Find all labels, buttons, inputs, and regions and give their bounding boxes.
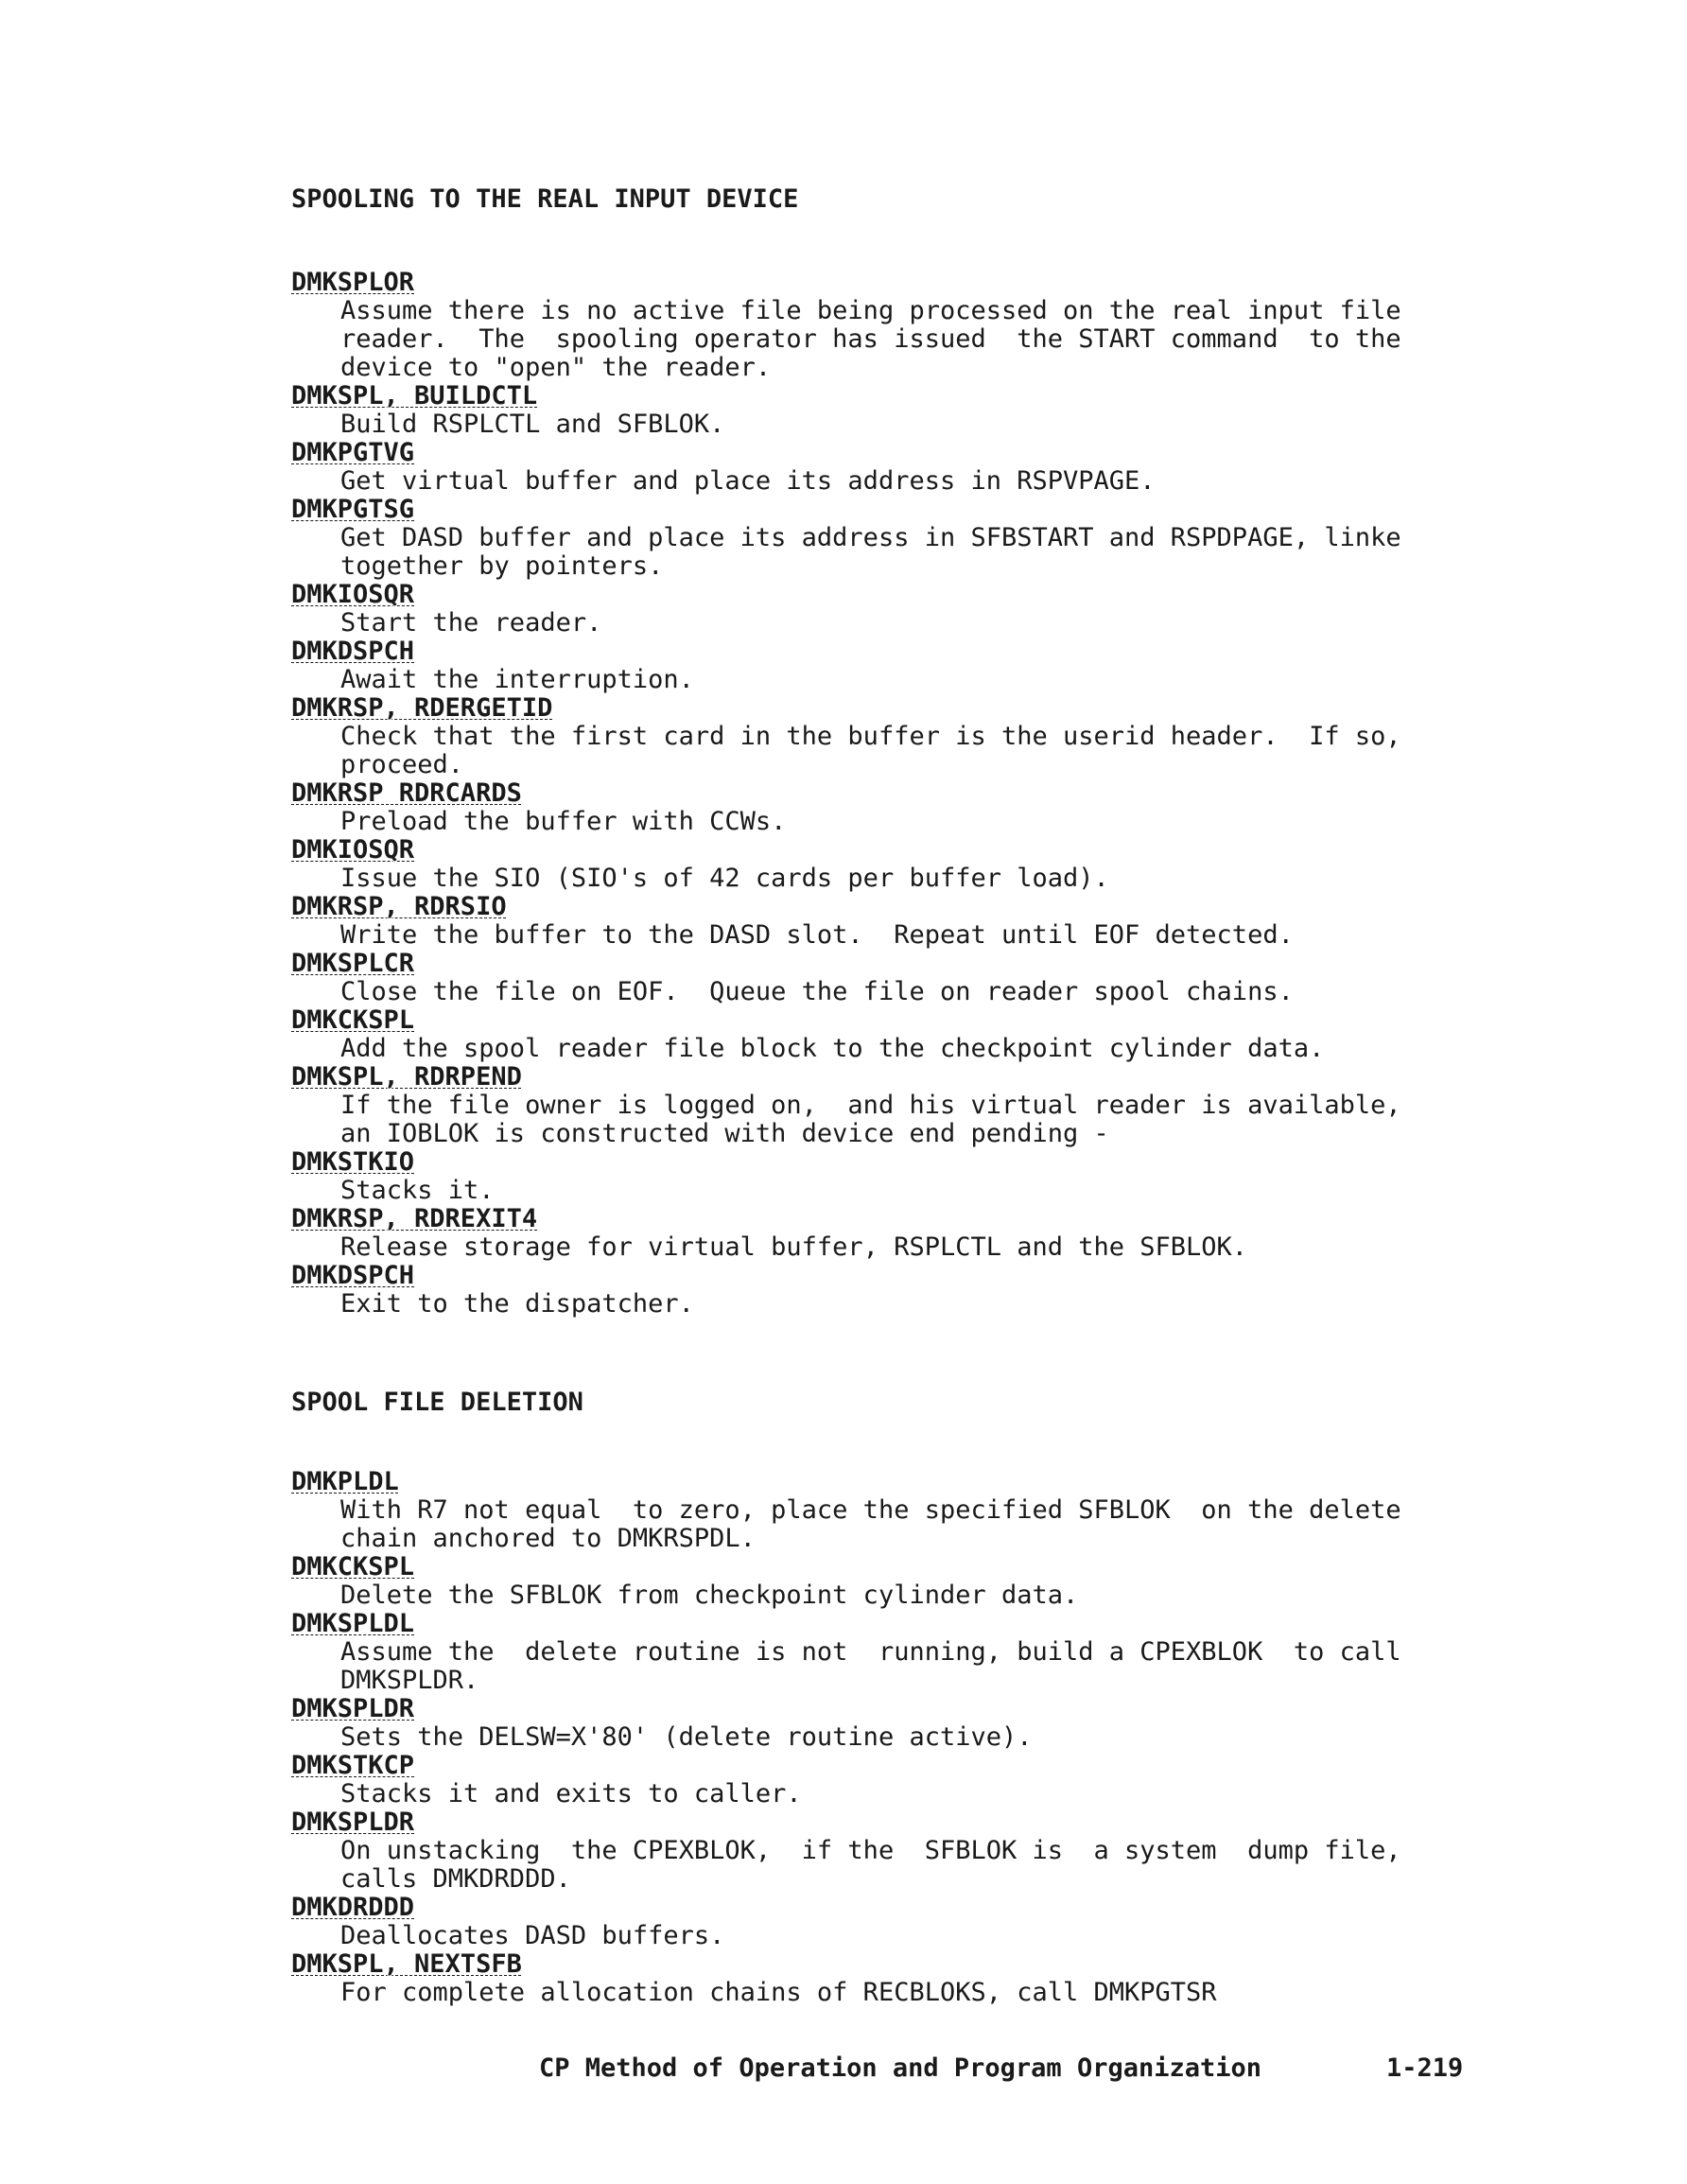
entry-label: DMKDRDDD	[291, 1893, 415, 1922]
entry-label: DMKRSP RDRCARDS	[291, 778, 522, 808]
entry	[291, 950, 1521, 1006]
entry-description: Deallocates DASD buffers.	[340, 1921, 725, 1950]
entry-description: Assume there is no active file being processed on the real input file reader. The spooling operator has issued the START command to the device to "open" the reader.	[340, 296, 1401, 382]
entry	[291, 1894, 1521, 1950]
entry-label: DMKRSP, RDRSIO	[291, 892, 507, 921]
entry	[291, 1006, 1521, 1063]
entry	[291, 439, 1521, 496]
entry-label: DMKSPLDL	[291, 1609, 415, 1638]
entry	[291, 1468, 1521, 1553]
entry	[291, 581, 1521, 638]
entry-description: Check that the first card in the buffer is the userid header. If so, proceed.	[340, 722, 1401, 779]
entry-description: Build RSPLCTL and SFBLOK.	[340, 410, 725, 439]
entry	[291, 382, 1521, 439]
entry	[291, 1262, 1521, 1319]
entry-label: DMKSPL, NEXTSFB	[291, 1949, 522, 1979]
entry-list	[291, 269, 1521, 1319]
entry	[291, 1148, 1521, 1205]
entry-label: DMKSPLOR	[291, 268, 415, 297]
entry-description: With R7 not equal to zero, place the specified SFBLOK on the delete chain anchored to DMKRSPDL.	[340, 1495, 1401, 1553]
entry-label: DMKPGTVG	[291, 438, 415, 467]
entry-label: DMKRSP, RDREXIT4	[291, 1204, 538, 1233]
entry-label: DMKSPLCR	[291, 949, 415, 978]
entry	[291, 836, 1521, 893]
entry-description: On unstacking the CPEXBLOK, if the SFBLOK is a system dump file, calls DMKDRDDD.	[340, 1836, 1401, 1894]
entry-description: Assume the delete routine is not running, build a CPEXBLOK to call DMKSPLDR.	[340, 1637, 1401, 1695]
entry	[291, 1063, 1521, 1148]
entry-description: Issue the SIO (SIO's of 42 cards per buffer load).	[340, 864, 1109, 893]
entry-description: Delete the SFBLOK from checkpoint cylinder data.	[340, 1581, 1079, 1610]
entry	[291, 1610, 1521, 1695]
entry-description: Get DASD buffer and place its address in SFBSTART and RSPDPAGE, linke together by pointers.	[340, 523, 1401, 581]
entry-description: Sets the DELSW=X'80' (delete routine active).	[340, 1722, 1033, 1752]
entry	[291, 1950, 1521, 2007]
entry-label: DMKSPL, RDRPEND	[291, 1062, 522, 1092]
entry-label: DMKRSP, RDERGETID	[291, 693, 553, 723]
section-title: SPOOLING TO THE REAL INPUT DEVICE	[291, 184, 799, 214]
entry-label: DMKCKSPL	[291, 1005, 415, 1035]
entry-list	[291, 1468, 1521, 2007]
entry	[291, 1553, 1521, 1610]
entry-description: Start the reader.	[340, 608, 602, 638]
entry	[291, 893, 1521, 950]
entry	[291, 694, 1521, 779]
entry-description: Release storage for virtual buffer, RSPLCTL and the SFBLOK.	[340, 1232, 1248, 1262]
entry-label: DMKSPLDR	[291, 1808, 415, 1837]
entry-label: DMKDSPCH	[291, 1261, 415, 1290]
page-number: 1-219	[1386, 2053, 1464, 2083]
entry	[291, 1752, 1521, 1808]
entry-label: DMKIOSQR	[291, 580, 415, 609]
entry-label: DMKCKSPL	[291, 1552, 415, 1581]
entry-description: Add the spool reader file block to the checkpoint cylinder data.	[340, 1034, 1325, 1063]
entry-label: DMKSTKCP	[291, 1751, 415, 1780]
entry	[291, 1808, 1521, 1894]
entry	[291, 269, 1521, 382]
entry-label: DMKIOSQR	[291, 835, 415, 865]
entry-description: If the file owner is logged on, and his virtual reader is available, an IOBLOK is constructed with device end pending -	[340, 1091, 1401, 1148]
entry-description: For complete allocation chains of RECBLOKS, call DMKPGTSR	[340, 1978, 1217, 2007]
footer-title: CP Method of Operation and Program Organization	[539, 2053, 1262, 2083]
entry-description: Stacks it.	[340, 1176, 495, 1205]
entry-label: DMKPGTSG	[291, 495, 415, 524]
entry-label: DMKSPL, BUILDCTL	[291, 381, 538, 411]
entry-description: Exit to the dispatcher.	[340, 1289, 694, 1319]
entry	[291, 638, 1521, 694]
entry-description: Close the file on EOF. Queue the file on reader spool chains.	[340, 977, 1294, 1006]
entry-description: Write the buffer to the DASD slot. Repeat until EOF detected.	[340, 920, 1294, 950]
entry	[291, 779, 1521, 836]
entry-label: DMKDSPCH	[291, 637, 415, 666]
entry	[291, 496, 1521, 581]
entry	[291, 1205, 1521, 1262]
entry-label: DMKSTKIO	[291, 1147, 415, 1177]
entry-description: Get virtual buffer and place its address in RSPVPAGE.	[340, 466, 1156, 496]
entry	[291, 1695, 1521, 1752]
entry-description: Preload the buffer with CCWs.	[340, 807, 787, 836]
entry-label: DMKSPLDR	[291, 1694, 415, 1723]
entry-description: Await the interruption.	[340, 665, 694, 694]
section-title: SPOOL FILE DELETION	[291, 1388, 583, 1417]
entry-description: Stacks it and exits to caller.	[340, 1779, 802, 1808]
entry-label: DMKPLDL	[291, 1467, 399, 1496]
